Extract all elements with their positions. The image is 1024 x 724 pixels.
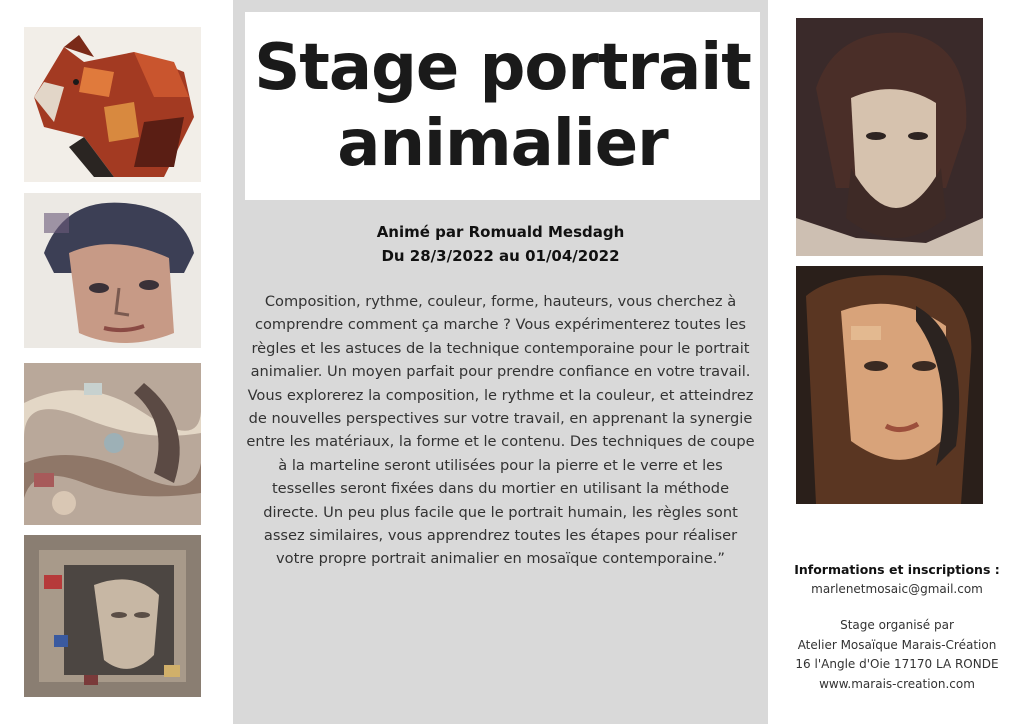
event-description: Composition, rythme, couleur, forme, hauteurs, vous cherchez à comprendre comment ça marche ? Vous expérimenterez toutes les règles et les astuces de la technique contemporaine pour le portrait animalier. Un moyen parfait pour prendre confiance en votre travail. Vous explorerez la composition, le rythme et la couleur, et atteindrez de nouvelles perspectives sur votre travail, en apprenant la synergie entre les matériaux, la forme et le contenu. Des techniques de coupe à la marteline seront utilisées pour la pierre et le verre et les tesselles seront fixées dans du mortier en utilisant la méthode directe. Un peu plus facile que le portrait humain, les règles sont assez similaires, vous apprendrez toutes les étapes pour réaliser votre propre portrait animalier en mosaïque contemporaine.” <box>246 293 755 568</box>
spacer <box>782 599 1012 616</box>
event-dates: Du 28/3/2022 au 01/04/2022 <box>381 247 620 265</box>
event-host: Animé par Romuald Mesdagh <box>376 223 625 241</box>
man-face-mosaic-image <box>24 193 201 348</box>
info-heading: Informations et inscriptions : <box>794 562 1000 577</box>
fox-mosaic-image <box>24 27 201 182</box>
organized-label: Stage organisé par <box>840 618 954 632</box>
contact-email[interactable]: marlenetmosaic@gmail.com <box>811 581 983 596</box>
abstract-stone-mosaic-image <box>24 363 201 525</box>
page-title-line-1: Stage portrait <box>254 31 751 105</box>
info-block <box>782 560 1012 694</box>
event-subheader <box>233 220 768 268</box>
face-relief-mosaic-image <box>24 535 201 697</box>
page-title-line-2: animalier <box>337 107 668 181</box>
center-panel <box>233 0 768 724</box>
woman-face-mosaic-image <box>796 266 983 504</box>
title-box <box>245 12 760 200</box>
organizer-website[interactable]: www.marais-creation.com <box>819 676 975 691</box>
organizer-name: Atelier Mosaïque Marais-Création <box>797 637 997 652</box>
organizer-address: 16 l'Angle d'Oie 17170 LA RONDE <box>795 657 999 671</box>
bearded-man-mosaic-image <box>796 18 983 256</box>
